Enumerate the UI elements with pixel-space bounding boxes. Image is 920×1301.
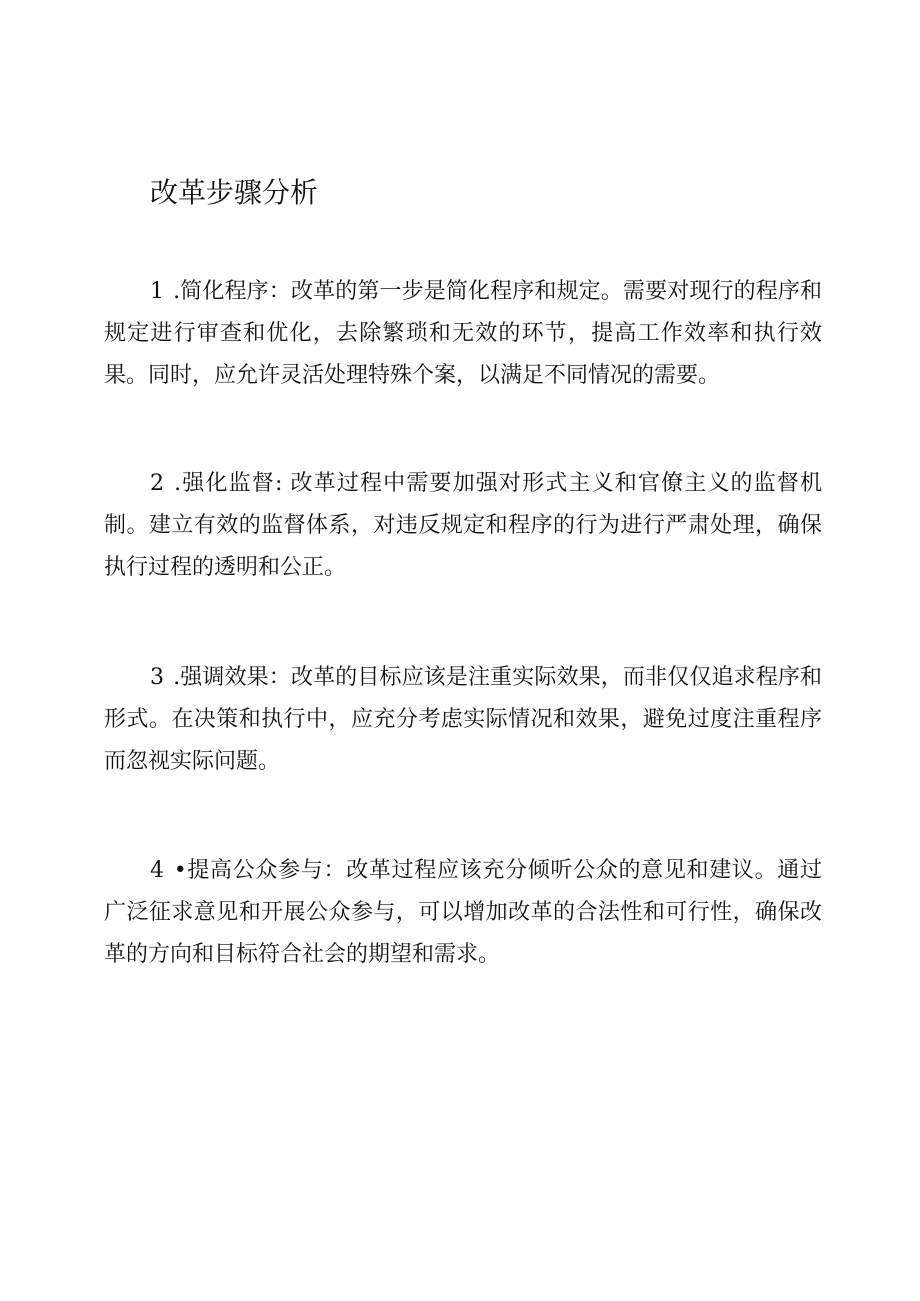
section-1-body: 改革的第一步是简化程序和规定。需要对现行的程序和规定进行审查和优化，去除繁琐和无效的环节，提高工作效率和执行效果。同时，应允许灵活处理特殊个案，以满足不同情况的需要。 <box>104 279 822 388</box>
section-1-number: 1 <box>150 279 164 304</box>
section-4-number: 4 <box>150 858 164 883</box>
section-1-paragraph <box>104 271 822 397</box>
section-1-heading: .简化程序： <box>173 279 291 304</box>
section-4-body: 改革过程应该充分倾听公众的意见和建议。通过广泛征求意见和开展公众参与，可以增加改革的合法性和可行性，确保改革的方向和目标符合社会的期望和需求。 <box>104 858 822 967</box>
section-2-heading: .强化监督: <box>174 471 283 496</box>
section-3-paragraph <box>104 657 822 783</box>
section-3-body: 改革的目标应该是注重实际效果，而非仅仅追求程序和形式。在决策和执行中，应充分考虑实际情况和效果，避免过度注重程序而忽视实际问题。 <box>104 665 822 774</box>
page-title: 改革步骤分析 <box>150 176 319 209</box>
section-2-number: 2 <box>150 471 164 496</box>
section-3-heading: .强调效果： <box>173 665 291 690</box>
section-2-body: 改革过程中需要加强对形式主义和官僚主义的监督机制。建立有效的监督体系，对违反规定和程序的行为进行严肃处理，确保执行过程的透明和公正。 <box>104 471 822 580</box>
section-4-paragraph <box>104 850 822 976</box>
section-3-number: 3 <box>150 665 164 690</box>
section-2-paragraph <box>104 463 822 589</box>
section-4-heading: •提高公众参与： <box>173 858 347 883</box>
